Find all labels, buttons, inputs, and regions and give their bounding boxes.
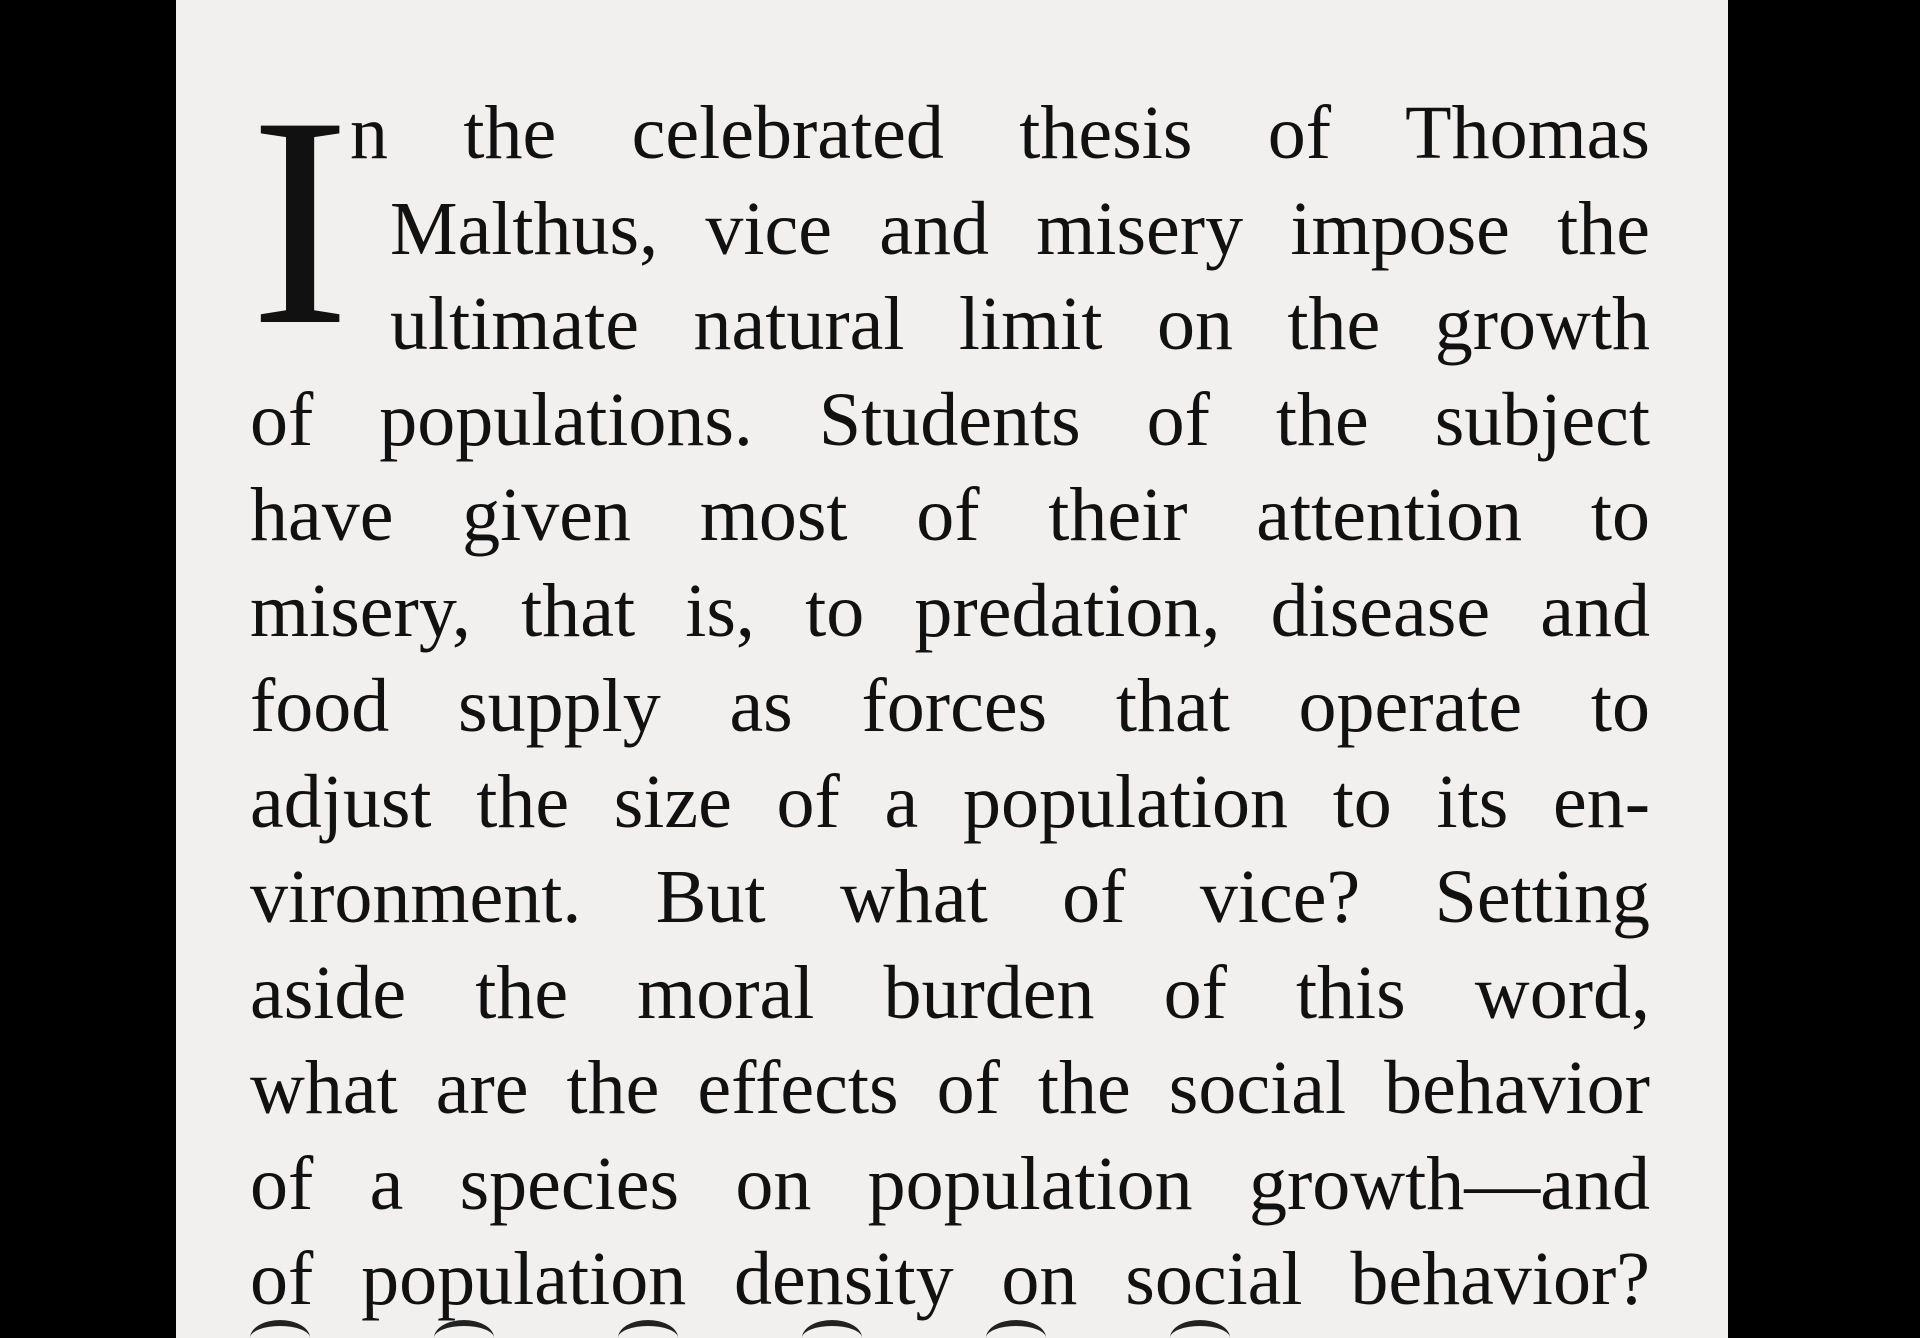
text-line-7: food supply as forces that operate to bbox=[250, 664, 1650, 748]
text-line-12: of a species on population growth—and bbox=[250, 1141, 1650, 1226]
document-page bbox=[176, 0, 1728, 1338]
text-line-1: n the celebrated thesis of Thomas bbox=[350, 91, 1650, 175]
cut-glyph bbox=[434, 1320, 494, 1338]
cut-glyph bbox=[802, 1320, 862, 1338]
text-line-10: aside the moral burden of this word, bbox=[250, 950, 1650, 1035]
text-line-8: adjust the size of a population to its en- bbox=[250, 759, 1650, 844]
text-line-13: of population density on social behavior? bbox=[250, 1237, 1650, 1321]
cut-glyph bbox=[1170, 1320, 1230, 1338]
cut-glyph bbox=[618, 1320, 678, 1338]
text-line-9: vironment. But what of vice? Setting bbox=[250, 855, 1650, 939]
text-line-2: Malthus, vice and misery impose the bbox=[390, 186, 1650, 271]
cut-glyph bbox=[250, 1320, 310, 1338]
text-line-6: misery, that is, to predation, disease and bbox=[250, 568, 1650, 653]
article-body bbox=[250, 55, 1650, 1328]
text-line-4: of populations. Students of the subject bbox=[250, 377, 1650, 462]
text-line-5: have given most of their attention to bbox=[250, 473, 1650, 557]
text-line-3: ultimate natural limit on the growth bbox=[390, 282, 1650, 366]
cut-off-next-line bbox=[250, 1320, 1650, 1338]
text-line-11: what are the effects of the social behavior bbox=[250, 1046, 1650, 1130]
drop-cap: I bbox=[250, 55, 350, 387]
cut-glyph bbox=[986, 1320, 1046, 1338]
